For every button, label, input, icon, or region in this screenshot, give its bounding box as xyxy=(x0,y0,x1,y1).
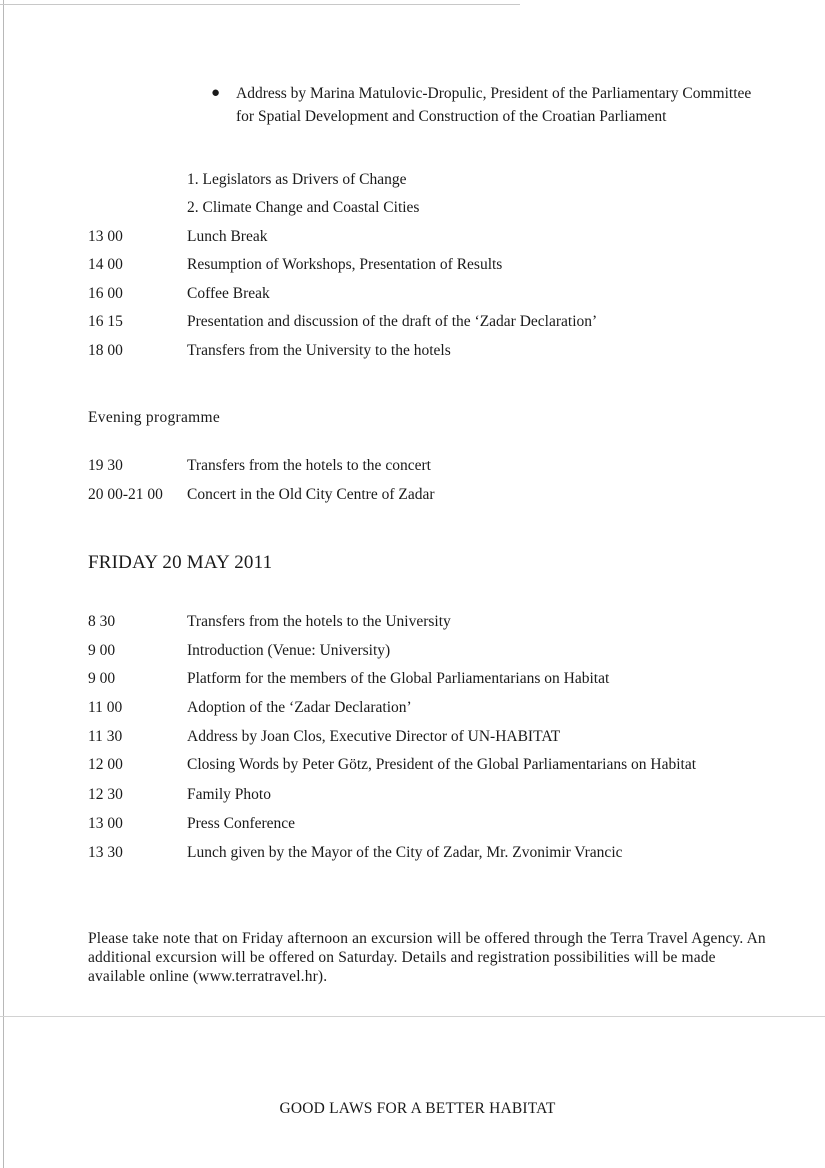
schedule-description: Transfers from the University to the hotels xyxy=(187,342,451,359)
schedule-description: Adoption of the ‘Zadar Declaration’ xyxy=(187,699,412,716)
schedule-time: 11 00 xyxy=(88,699,123,716)
bullet-dot-icon: ● xyxy=(211,85,221,101)
schedule-time: 12 00 xyxy=(88,756,123,773)
schedule-time: 14 00 xyxy=(88,256,123,273)
workshop-title: 2. Climate Change and Coastal Cities xyxy=(187,199,420,216)
schedule-description: Transfers from the hotels to the University xyxy=(187,613,451,630)
schedule-description: Closing Words by Peter Götz, President of the Global Parliamentarians on Habitat xyxy=(187,756,697,773)
schedule-time: 16 00 xyxy=(88,285,123,302)
address-bullet-text: Address by Marina Matulovic-Dropulic, President of the Parliamentary Committee for Spatial Development and Construction of the Croatian Parliament xyxy=(236,85,752,125)
schedule-time: 9 00 xyxy=(88,642,116,659)
schedule-description: Family Photo xyxy=(187,786,271,803)
schedule-time: 18 00 xyxy=(88,342,123,359)
schedule-time: 9 00 xyxy=(88,670,116,687)
workshop-title: 1. Legislators as Drivers of Change xyxy=(187,171,407,188)
schedule-description: Presentation and discussion of the draft of the ‘Zadar Declaration’ xyxy=(187,313,598,330)
schedule-description: Lunch given by the Mayor of the City of Zadar, Mr. Zvonimir Vrancic xyxy=(187,844,623,861)
address-bullet xyxy=(211,82,756,128)
schedule-time: 8 30 xyxy=(88,613,116,630)
schedule-description: Press Conference xyxy=(187,815,296,832)
scan-fold-line xyxy=(0,1016,825,1017)
schedule-description: Address by Joan Clos, Executive Director of UN-HABITAT xyxy=(187,728,561,745)
evening-programme-heading: Evening programme xyxy=(88,409,221,426)
scan-edge-top xyxy=(0,4,520,5)
friday-heading: FRIDAY 20 MAY 2011 xyxy=(88,552,273,573)
schedule-time: 13 00 xyxy=(88,815,123,832)
schedule-description: Resumption of Workshops, Presentation of Results xyxy=(187,256,503,273)
schedule-description: Platform for the members of the Global Parliamentarians on Habitat xyxy=(187,670,610,687)
schedule-time: 11 30 xyxy=(88,728,123,745)
schedule-description: Concert in the Old City Centre of Zadar xyxy=(187,486,435,503)
schedule-time: 13 30 xyxy=(88,844,123,861)
schedule-description: Lunch Break xyxy=(187,228,268,245)
schedule-description: Introduction (Venue: University) xyxy=(187,642,391,659)
schedule-time: 12 30 xyxy=(88,786,123,803)
schedule-time: 20 00-21 00 xyxy=(88,486,163,503)
schedule-description: Transfers from the hotels to the concert xyxy=(187,457,431,474)
schedule-time: 19 30 xyxy=(88,457,123,474)
schedule-time: 16 15 xyxy=(88,313,123,330)
excursion-note: Please take note that on Friday afternoon an excursion will be offered through the Terra Travel Agency. An additional excursion will be offered on Saturday. Details and registration possibilities will be made available online (www.terratravel.hr). xyxy=(88,930,766,985)
schedule-description: Coffee Break xyxy=(187,285,270,302)
schedule-time: 13 00 xyxy=(88,228,123,245)
scan-edge-left xyxy=(3,0,4,1168)
footer-slogan: GOOD LAWS FOR A BETTER HABITAT xyxy=(279,1100,556,1117)
